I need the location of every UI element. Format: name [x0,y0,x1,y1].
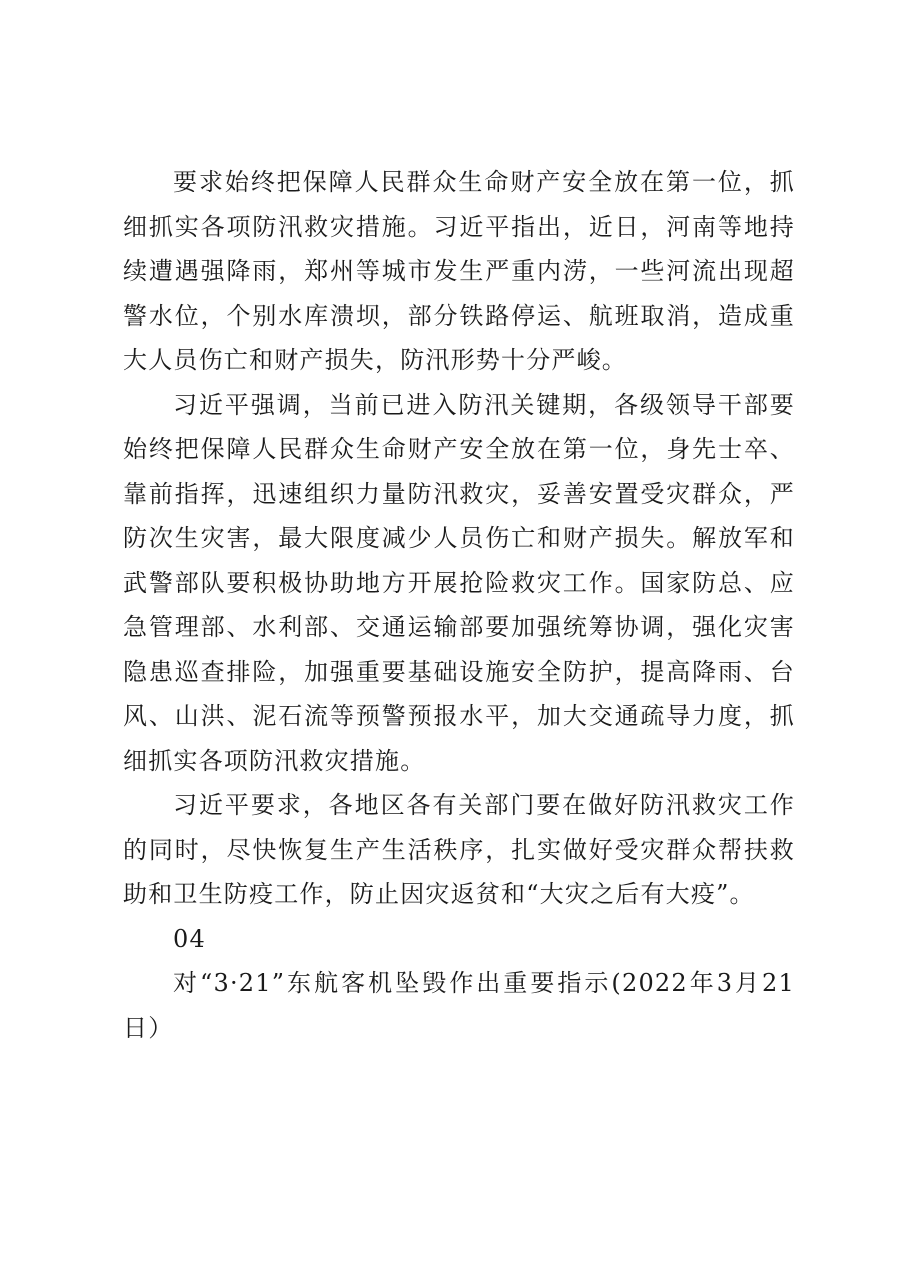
document-body [123,160,795,1050]
paragraph-flood-measures: 要求始终把保障人民群众生命财产安全放在第一位，抓细抓实各项防汛救灾措施。习近平指出，近日，河南等地持续遭遇强降雨，郑州等城市发生严重内涝，一些河流出现超警水位，个别水库溃坝，部分铁路停运、航班取消，造成重大人员伤亡和财产损失，防汛形势十分严峻。 [123,168,795,374]
section-heading: 对“3·21”东航客机坠毁作出重要指示(2022年3月21日） [123,969,795,1042]
paragraph-flood-requirements: 习近平要求，各地区各有关部门要在做好防汛救灾工作的同时，尽快恢复生产生活秩序，扎实做好受灾群众帮扶救助和卫生防疫工作，防止因灾返贫和“大灾之后有大疫”。 [123,791,795,908]
paragraph-flood-emphasis: 习近平强调，当前已进入防汛关键期，各级领导干部要始终把保障人民群众生命财产安全放在第一位，身先士卒、靠前指挥，迅速组织力量防汛救灾，妥善安置受灾群众，严防次生灾害，最大限度减少人员伤亡和财产损失。解放军和武警部队要积极协助地方开展抢险救灾工作。国家防总、应急管理部、水利部、交通运输部要加强统筹协调，强化灾害隐患巡查排险，加强重要基础设施安全防护，提高降雨、台风、山洪、泥石流等预警预报水平，加大交通疏导力度，抓细抓实各项防汛救灾措施。 [123,390,795,775]
section-number: 04 [173,924,206,953]
